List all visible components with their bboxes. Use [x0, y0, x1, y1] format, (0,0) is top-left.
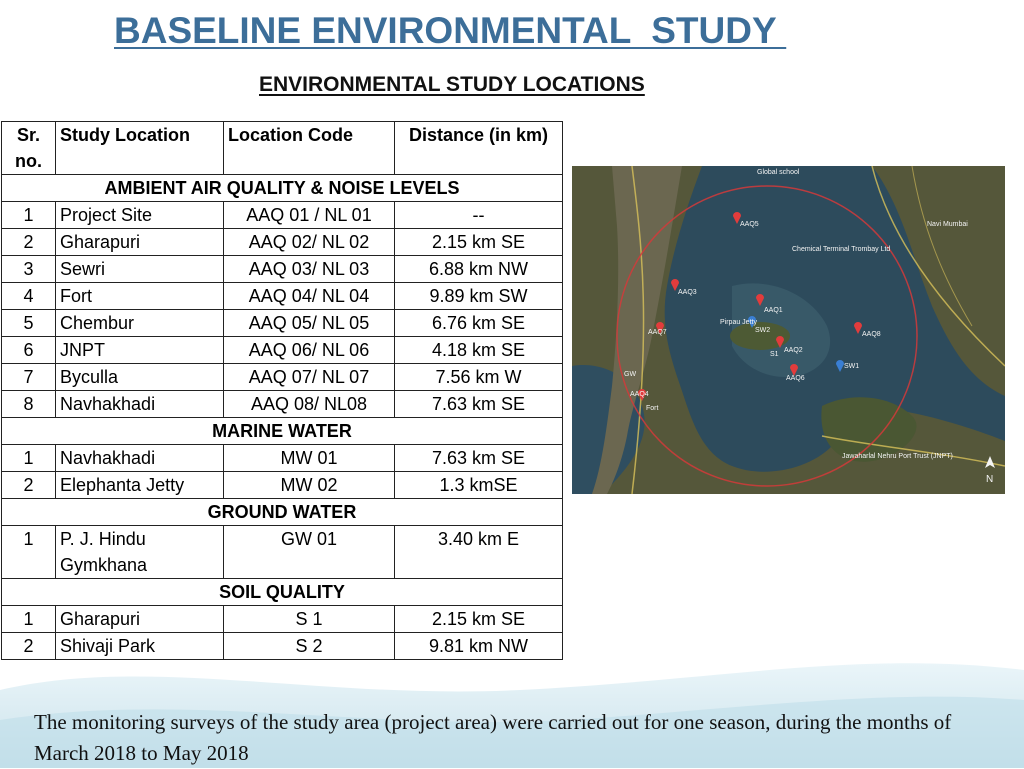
cell-code: GW 01: [224, 526, 395, 579]
cell-distance: 4.18 km SE: [395, 337, 563, 364]
page-subtitle: ENVIRONMENTAL STUDY LOCATIONS: [259, 73, 645, 96]
cell-distance: 7.56 km W: [395, 364, 563, 391]
cell-code: AAQ 03/ NL 03: [224, 256, 395, 283]
cell-sr-no: 2: [2, 633, 56, 660]
map-label-school: Global school: [757, 169, 800, 176]
map-label-aaq5: AAQ5: [740, 221, 759, 228]
cell-code: AAQ 02/ NL 02: [224, 229, 395, 256]
cell-code: S 1: [224, 606, 395, 633]
cell-location: Fort: [56, 283, 224, 310]
map-label-sw1: SW1: [844, 363, 860, 370]
map-label-aaq6: AAQ6: [786, 375, 805, 382]
table-row: [2, 337, 563, 364]
table-row: [2, 310, 563, 337]
map-label-aaq2: AAQ2: [784, 347, 803, 354]
section-heading: MARINE WATER: [2, 418, 563, 445]
section-heading: AMBIENT AIR QUALITY & NOISE LEVELS: [2, 175, 563, 202]
cell-distance: 9.89 km SW: [395, 283, 563, 310]
table-row: [2, 472, 563, 499]
table-row: [2, 606, 563, 633]
cell-sr-no: 5: [2, 310, 56, 337]
cell-distance: 7.63 km SE: [395, 445, 563, 472]
cell-code: AAQ 05/ NL 05: [224, 310, 395, 337]
cell-distance: 3.40 km E: [395, 526, 563, 579]
table-row: [2, 229, 563, 256]
section-row-marine-water: [2, 418, 563, 445]
cell-code: AAQ 04/ NL 04: [224, 283, 395, 310]
table-row: [2, 445, 563, 472]
cell-location: Navhakhadi: [56, 391, 224, 418]
map-label-port: Jawaharlal Nehru Port Trust (JNPT): [842, 453, 953, 460]
study-locations-table: [1, 121, 563, 660]
cell-location: Shivaji Park: [56, 633, 224, 660]
map-label-sw2: SW2: [755, 327, 771, 334]
cell-distance: 2.15 km SE: [395, 229, 563, 256]
map-label-aaq3: AAQ3: [678, 289, 697, 296]
section-heading: SOIL QUALITY: [2, 579, 563, 606]
cell-sr-no: 2: [2, 229, 56, 256]
map-label-aaq1: AAQ1: [764, 307, 783, 314]
table-row: [2, 526, 563, 579]
study-area-satellite-map: [572, 166, 1005, 494]
header-location-code: Location Code: [224, 122, 395, 175]
survey-period-note: The monitoring surveys of the study area (project area) were carried out for one season, during the months of March 2018 to May 2018: [34, 710, 952, 765]
map-label-navi-mumbai: Navi Mumbai: [927, 221, 968, 228]
cell-sr-no: 8: [2, 391, 56, 418]
table-row: [2, 283, 563, 310]
table-row: [2, 364, 563, 391]
cell-location: Sewri: [56, 256, 224, 283]
cell-sr-no: 1: [2, 202, 56, 229]
cell-code: AAQ 06/ NL 06: [224, 337, 395, 364]
cell-distance: --: [395, 202, 563, 229]
cell-distance: 7.63 km SE: [395, 391, 563, 418]
cell-location: Chembur: [56, 310, 224, 337]
map-label-aaq4: AAQ4: [630, 391, 649, 398]
cell-location: Elephanta Jetty: [56, 472, 224, 499]
map-label-terminal: Chemical Terminal Trombay Ltd: [792, 246, 891, 253]
section-row-ground-water: [2, 499, 563, 526]
map-label-fort: Fort: [646, 405, 659, 412]
cell-sr-no: 2: [2, 472, 56, 499]
cell-location: Project Site: [56, 202, 224, 229]
cell-sr-no: 3: [2, 256, 56, 283]
cell-sr-no: 4: [2, 283, 56, 310]
cell-sr-no: 6: [2, 337, 56, 364]
cell-location: P. J. Hindu Gymkhana: [56, 526, 224, 579]
cell-sr-no: 1: [2, 606, 56, 633]
section-heading: GROUND WATER: [2, 499, 563, 526]
map-label-s1: S1: [770, 351, 779, 358]
map-label-aaq7: AAQ7: [648, 329, 667, 336]
page-title: BASELINE ENVIRONMENTAL STUDY: [114, 10, 787, 51]
cell-sr-no: 7: [2, 364, 56, 391]
table-row: [2, 202, 563, 229]
map-label-gw: GW: [624, 371, 637, 378]
map-label-aaq8: AAQ8: [862, 331, 881, 338]
cell-sr-no: 1: [2, 526, 56, 579]
section-row-soil-quality: [2, 579, 563, 606]
table-row: [2, 256, 563, 283]
section-row-air-noise: [2, 175, 563, 202]
cell-distance: 9.81 km NW: [395, 633, 563, 660]
cell-code: MW 01: [224, 445, 395, 472]
cell-code: AAQ 08/ NL08: [224, 391, 395, 418]
cell-code: AAQ 01 / NL 01: [224, 202, 395, 229]
cell-code: S 2: [224, 633, 395, 660]
cell-code: AAQ 07/ NL 07: [224, 364, 395, 391]
header-study-location: Study Location: [56, 122, 224, 175]
table-header-row: [2, 122, 563, 175]
cell-code: MW 02: [224, 472, 395, 499]
cell-location: JNPT: [56, 337, 224, 364]
svg-text:N: N: [986, 474, 994, 485]
cell-distance: 6.76 km SE: [395, 310, 563, 337]
cell-location: Byculla: [56, 364, 224, 391]
cell-location: Navhakhadi: [56, 445, 224, 472]
header-distance: Distance (in km): [395, 122, 563, 175]
cell-distance: 2.15 km SE: [395, 606, 563, 633]
map-label-pirpau: Pirpau Jetty: [720, 319, 757, 326]
cell-location: Gharapuri: [56, 229, 224, 256]
cell-distance: 1.3 kmSE: [395, 472, 563, 499]
cell-distance: 6.88 km NW: [395, 256, 563, 283]
cell-sr-no: 1: [2, 445, 56, 472]
header-sr-no: Sr. no.: [2, 122, 56, 175]
table-row: [2, 391, 563, 418]
cell-location: Gharapuri: [56, 606, 224, 633]
table-row: [2, 633, 563, 660]
